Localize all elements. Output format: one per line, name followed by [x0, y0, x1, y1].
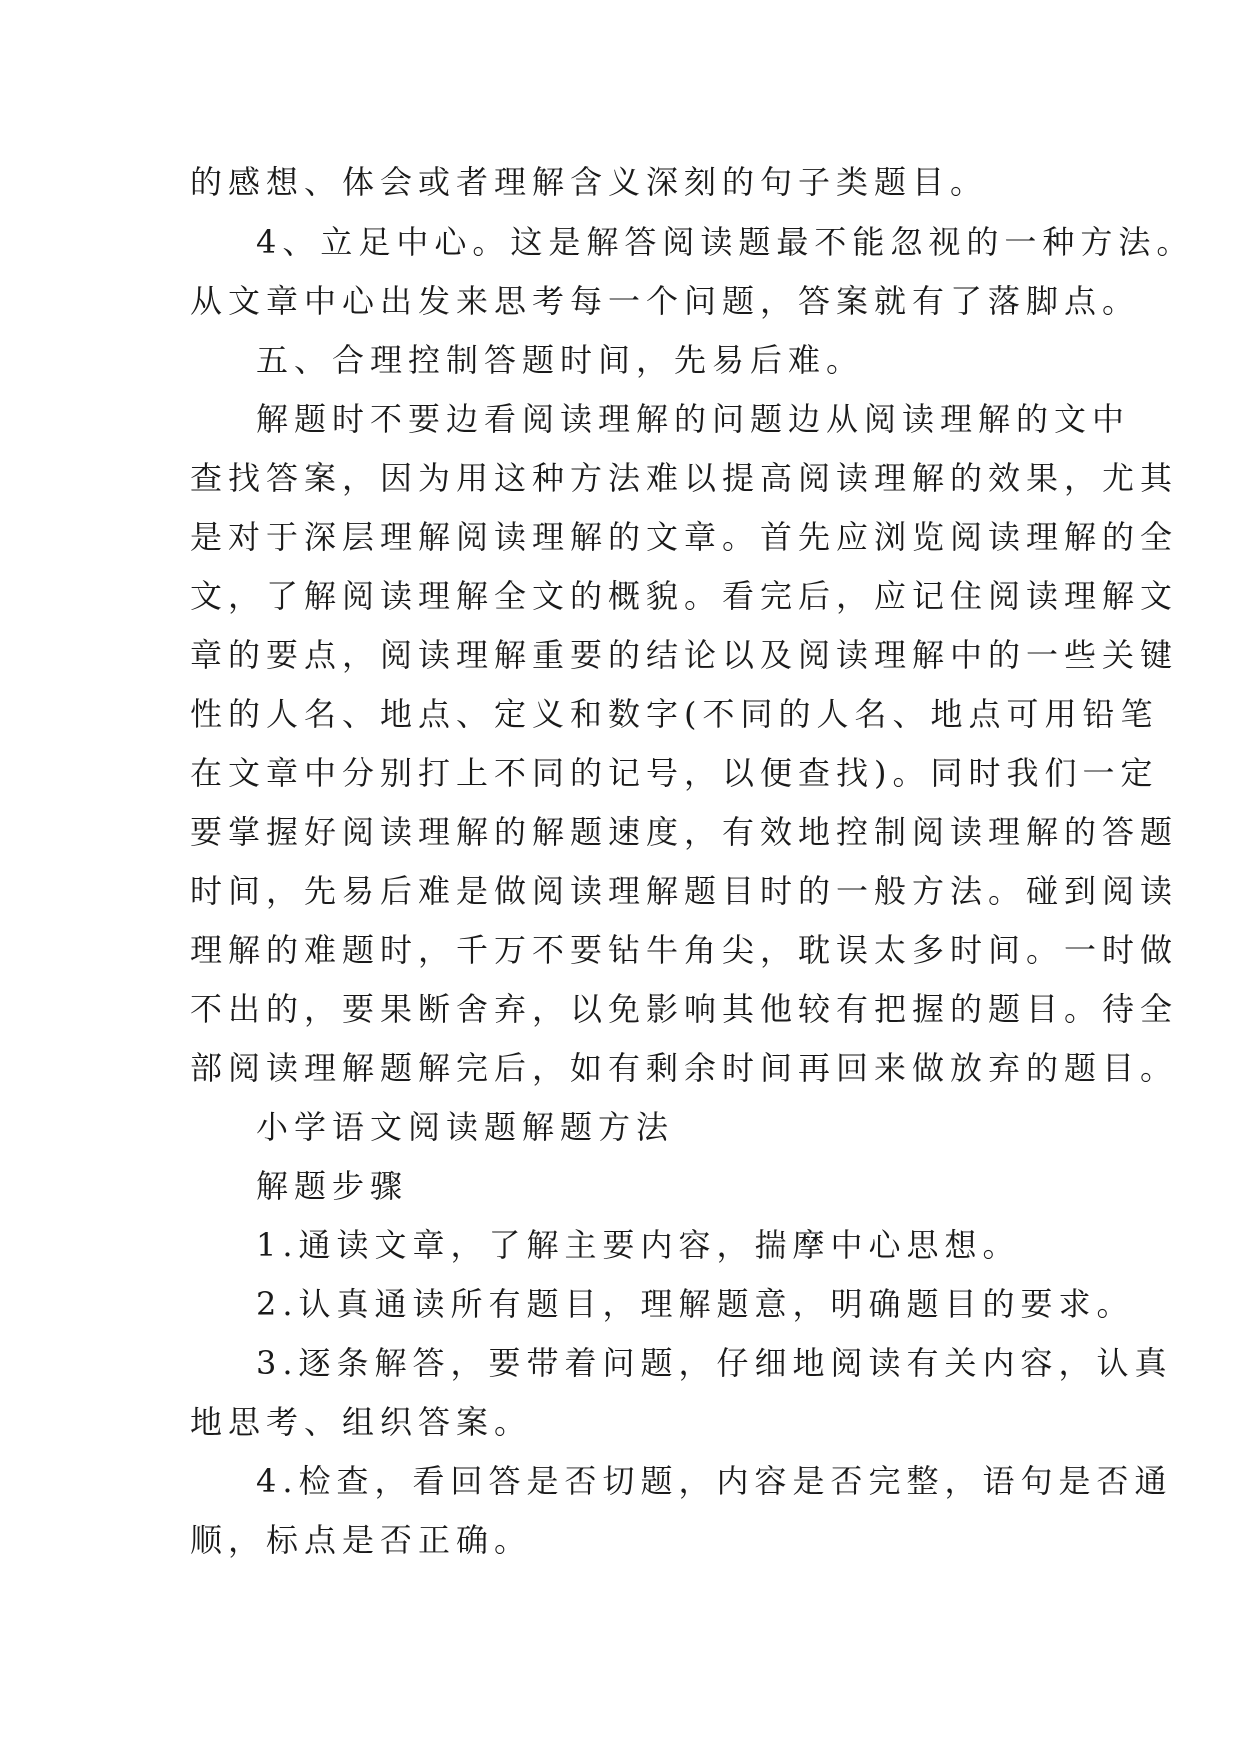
text-line: 理解的难题时，千万不要钻牛角尖，耽误太多时间。一时做 — [190, 931, 1179, 969]
text-line: 要掌握好阅读理解的解题速度，有效地控制阅读理解的答题 — [190, 813, 1179, 851]
list-item: 1.通读文章，了解主要内容，揣摩中心思想。 — [256, 1226, 1021, 1264]
text-line: 地思考、组织答案。 — [190, 1403, 533, 1441]
text-line: 在文章中分别打上不同的记号，以便查找)。同时我们一定 — [190, 754, 1159, 792]
text-line: 部阅读理解题解完后，如有剩余时间再回来做放弃的题目。 — [190, 1049, 1179, 1087]
list-item: 3.逐条解答，要带着问题，仔细地阅读有关内容，认真 — [256, 1344, 1173, 1382]
text-line: 从文章中心出发来思考每一个问题，答案就有了落脚点。 — [190, 282, 1141, 320]
text-line: 文，了解阅读理解全文的概貌。看完后，应记住阅读理解文 — [190, 577, 1179, 615]
text-line: 是对于深层理解阅读理解的文章。首先应浏览阅读理解的全 — [190, 518, 1179, 556]
text-line: 顺，标点是否正确。 — [190, 1521, 533, 1559]
section-heading: 解题步骤 — [256, 1167, 409, 1205]
text-line: 章的要点，阅读理解重要的结论以及阅读理解中的一些关键 — [190, 636, 1179, 674]
text-line: 性的人名、地点、定义和数字(不同的人名、地点可用铅笔 — [190, 695, 1159, 733]
list-item: 4.检查，看回答是否切题，内容是否完整，语句是否通 — [256, 1462, 1173, 1500]
text-line: 4、立足中心。这是解答阅读题最不能忽视的一种方法。 — [256, 223, 1195, 261]
section-heading: 小学语文阅读题解题方法 — [256, 1108, 675, 1146]
text-line: 的感想、体会或者理解含义深刻的句子类题目。 — [190, 163, 989, 201]
text-line: 时间，先易后难是做阅读理解题目时的一般方法。碰到阅读 — [190, 872, 1179, 910]
section-heading: 五、合理控制答题时间，先易后难。 — [256, 341, 865, 379]
text-line: 查找答案，因为用这种方法难以提高阅读理解的效果，尤其 — [190, 459, 1179, 497]
list-item: 2.认真通读所有题目，理解题意，明确题目的要求。 — [256, 1285, 1135, 1323]
text-line: 解题时不要边看阅读理解的问题边从阅读理解的文中 — [256, 400, 1131, 438]
text-line: 不出的，要果断舍弃，以免影响其他较有把握的题目。待全 — [190, 990, 1179, 1028]
